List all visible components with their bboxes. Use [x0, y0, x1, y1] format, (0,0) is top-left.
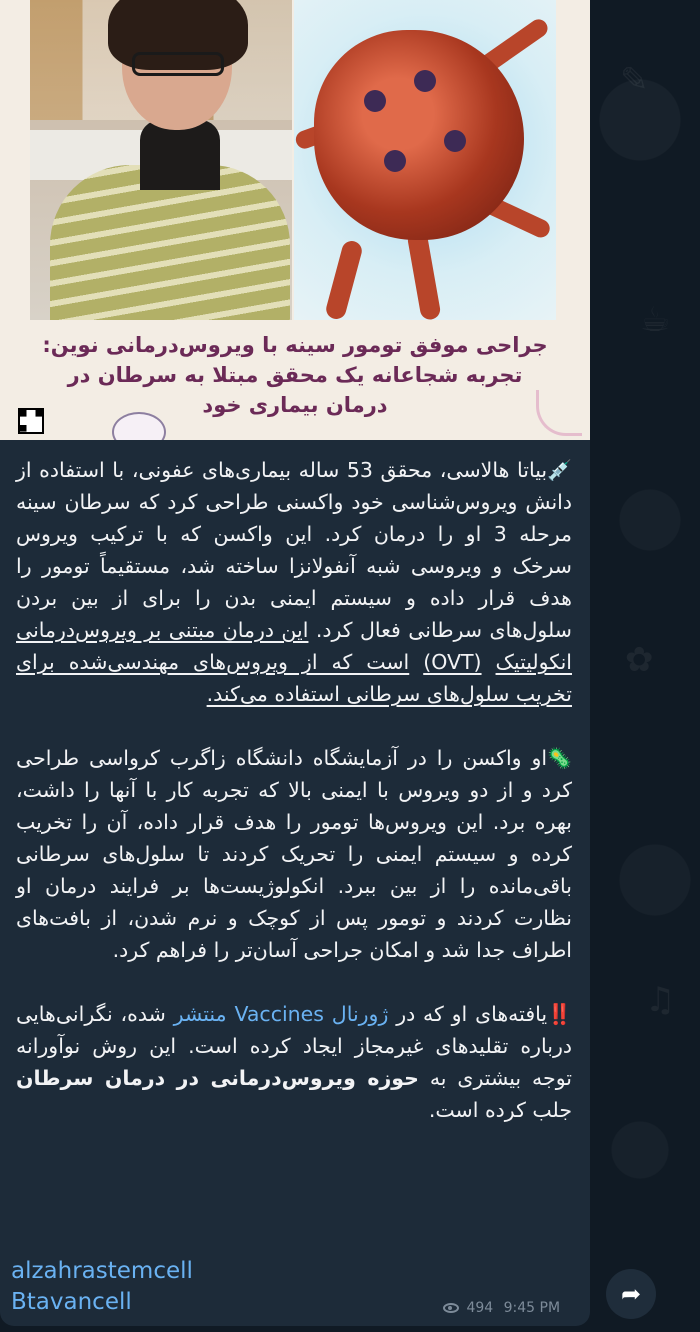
doodle-icon: ♫	[645, 980, 676, 1020]
paragraph-text: شده، نگرانی‌هایی درباره تقلیدهای غیرمجاز ایجاد کرده است. این روش نوآورانه توجه بیشتری به	[16, 1002, 572, 1090]
paragraph-text: او واکسن را در آزمایشگاه دانشگاه زاگرب کرواسی طراحی کرد و از دو ویروس با ایمنی بالا که تجربه کار با آنها را داشت، بهره برد. این ویروس‌ها تومور را هدف قرار داده، آن را تخریب کرده و سیستم ایمنی را تحریک کردند تا سلول‌های سرطانی باقی‌مانده را از بین ببرد. انکولوژیست‌ها بر فرایند درمان او نظارت کردند و تومور پس از کوچک و نرم شدن، از بافت‌های اطراف جدا شد و امکان جراحی آسان‌تر را فراهم کرد.	[16, 746, 572, 962]
paragraph-text: بیاتا هالاسی، محقق 53 ساله بیماری‌های عفونی، با استفاده از دانش ویروس‌شناسی خود واکسنی طراحی کرد که سرطان سینه مرحله 3 او را درمان کرد. این واکسن که با ترکیب ویروس سرخک و ویروسی شبه آنفولانزا ساخته شد، مستقیماً تومور را هدف قرار داده و سیستم ایمنی بدن را برای از بین بردن سلول‌های سرطانی فعال کرد.	[16, 458, 572, 642]
syringe-icon: 💉	[547, 458, 572, 482]
headline-line: درمان بیماری خود	[202, 393, 388, 417]
post-image[interactable]	[0, 0, 590, 440]
underlined-text: (OVT)	[423, 650, 482, 674]
paragraph-2	[16, 742, 572, 966]
message-time: 9:45 PM	[503, 1300, 561, 1316]
double-exclamation-icon: ‼️	[547, 1002, 573, 1026]
view-count: 494	[466, 1300, 494, 1316]
virus-illustration	[294, 0, 556, 320]
doodle-icon: ✎	[620, 60, 649, 100]
underlined-text: است که از ویروس‌های مهندسی‌شده برای تخریب سلول‌های سرطانی استفاده می‌کند.	[16, 650, 572, 706]
message-text	[0, 454, 590, 1126]
paragraph-3	[16, 998, 572, 1126]
signature	[11, 1256, 193, 1318]
paragraph-text: یافته‌های او که در	[388, 1002, 548, 1026]
paragraph-text: جلب کرده است.	[428, 1098, 572, 1122]
message-meta	[443, 1300, 560, 1316]
headline-line: تجربه شجاعانه یک محقق مبتلا به سرطان در	[67, 363, 523, 387]
image-headline	[0, 322, 590, 440]
signature-link[interactable]: Btavancell	[11, 1289, 132, 1315]
forward-button[interactable]	[606, 1269, 656, 1319]
signature-link[interactable]: alzahrastemcell	[11, 1258, 193, 1284]
underlined-text: این درمان مبتنی بر ویروس‌درمانی انکولیتیک	[16, 618, 572, 674]
share-arrow-icon: ➦	[620, 1280, 642, 1308]
researcher-photo	[30, 0, 292, 320]
bold-text: حوزه ویروس‌درمانی در درمان سرطان	[16, 1066, 419, 1090]
doodle-icon: ☕	[640, 300, 671, 340]
journal-link[interactable]: ژورنال Vaccines منتشر	[173, 1002, 389, 1026]
microbe-icon: 🦠	[547, 746, 572, 770]
paragraph-1	[16, 454, 572, 710]
qr-code-icon	[18, 408, 44, 434]
headline-line: جراحی موفق تومور سینه با ویروس‌درمانی نوین:	[42, 333, 548, 357]
eye-icon	[443, 1303, 459, 1313]
doodle-icon: ✿	[625, 640, 654, 680]
